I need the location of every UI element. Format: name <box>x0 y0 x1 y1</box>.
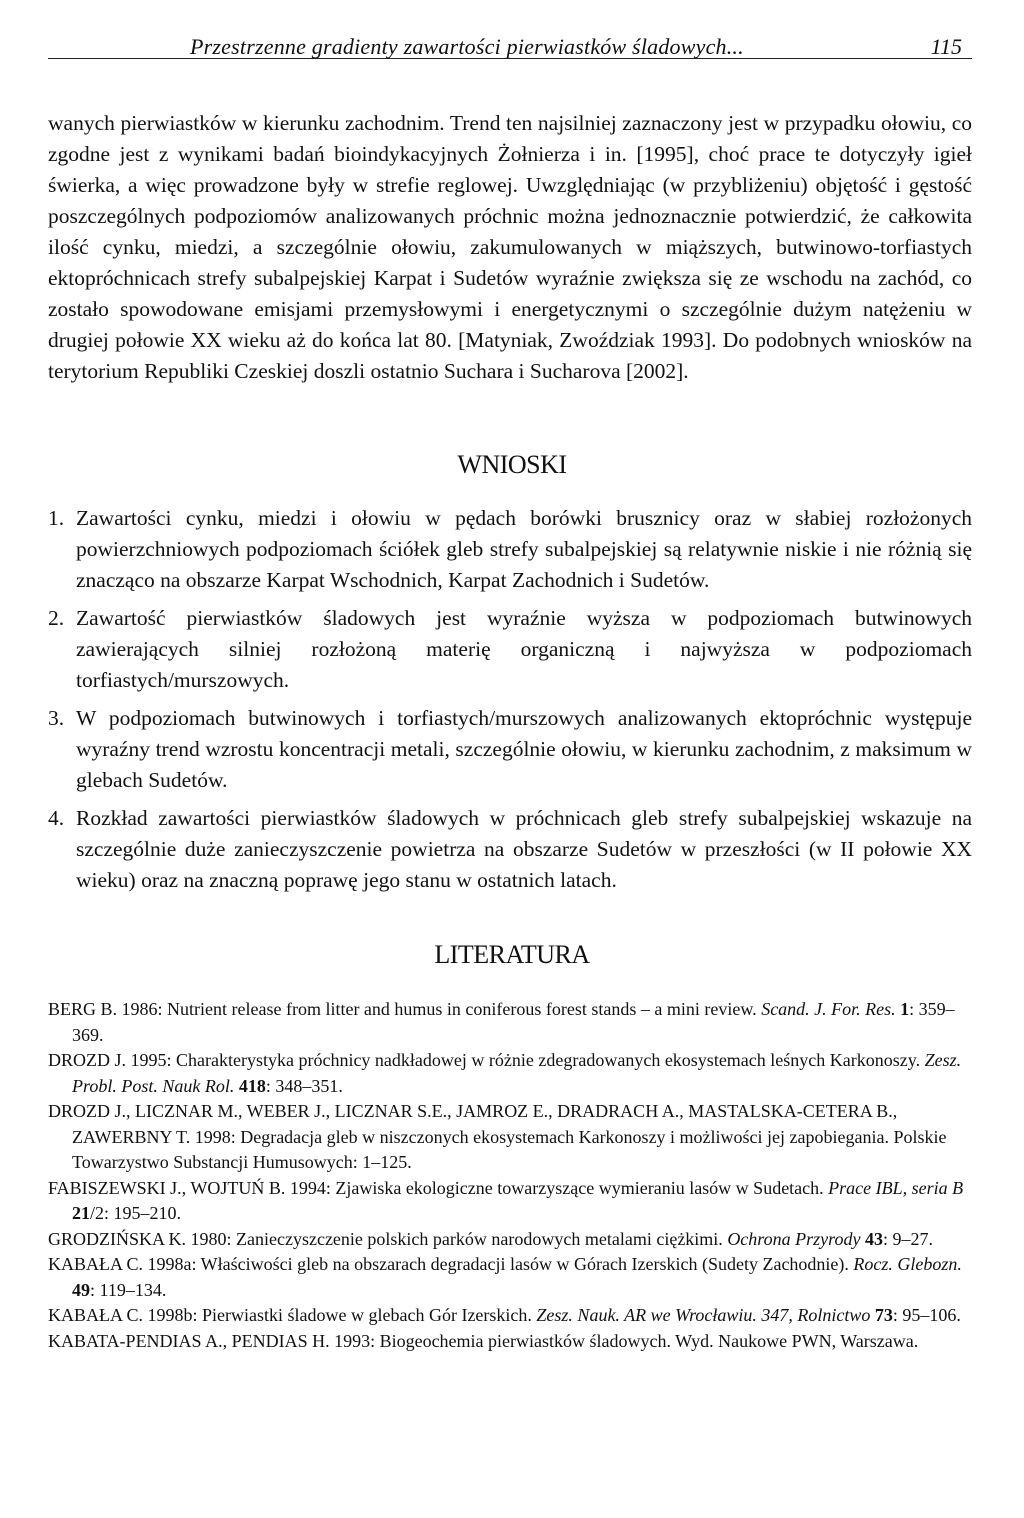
reference-entry <box>48 1048 972 1099</box>
running-header <box>48 18 972 59</box>
reference-main: KABAŁA C. 1998b: Pierwiastki śladowe w glebach Gór Izerskich. <box>48 1305 537 1325</box>
page-number: 115 <box>930 34 962 59</box>
reference-entry <box>48 1176 972 1227</box>
conclusion-number: 2. <box>48 606 65 630</box>
reference-entry <box>48 997 972 1048</box>
reference-list <box>48 997 972 1354</box>
reference-journal: Rocz. Glebozn. <box>853 1254 962 1274</box>
literature-heading: LITERATURA <box>434 940 590 969</box>
reference-pages: : 9–27. <box>882 1228 933 1249</box>
reference-volume: 43 <box>860 1228 883 1249</box>
reference-main: DROZD J., LICZNAR M., WEBER J., LICZNAR S.E., JAMROZ E., DRADRACH A., MASTALSKA-CETERA B., ZAWERBNY T. 1998: Degradacja gleb w niszczonych ekosystemach Karkonoszy i możliwości jej zapobiegania. Polskie Towarzystwo Substancji Humusowych: 1–125. <box>48 1101 947 1172</box>
reference-main: BERG B. 1986: Nutrient release from litter and humus in coniferous forest stands – a mini review. <box>48 999 762 1019</box>
conclusions-heading: WNIOSKI <box>457 450 567 479</box>
reference-entry <box>48 1252 972 1303</box>
conclusion-text: Zawartości cynku, miedzi i ołowiu w pędach borówki brusznicy oraz w słabiej rozłożonych powierzchniowych podpoziomach ściółek gleb strefy subalpejskiej są relatywnie niskie i nie różnią się znacząco na obszarze Karpat Wschodnich, Karpat Zachodnich i Sudetów. <box>76 506 972 592</box>
conclusion-item <box>48 603 972 696</box>
reference-pages: : 359–369. <box>72 999 955 1045</box>
reference-main: KABAŁA C. 1998a: Właściwości gleb na obszarach degradacji lasów w Górach Izerskich (Sudety Zachodnie). <box>48 1254 854 1274</box>
conclusion-text: W podpoziomach butwinowych i torfiastych/murszowych analizowanych ektopróchnic występuje wyraźny trend wzrostu koncentracji metali, szczególnie ołowiu, w kierunku zachodnim, z maksimum w glebach Sudetów. <box>76 706 972 792</box>
reference-journal: Zesz. Nauk. AR we Wrocławiu. 347, Rolnictwo <box>536 1305 871 1325</box>
reference-volume: 418 <box>234 1075 266 1096</box>
conclusion-text: Zawartość pierwiastków śladowych jest wyraźnie wyższa w podpoziomach butwinowych zawierających silniej rozłożoną materię organiczną i najwyższa w podpoziomach torfiastych/murszowych. <box>76 606 972 692</box>
body-paragraph: wanych pierwiastków w kierunku zachodnim. Trend ten najsilniej zaznaczony jest w przypadku ołowiu, co zgodne jest z wynikami badań bioindykacyjnych Żołnierza i in. [1995], choć prace te dotyczyły igieł świerka, a więc prowadzone były w strefie reglowej. Uwzględniając (w przybliżeniu) objętość i gęstość poszczególnych podpoziomów analizowanych próchnic można jednoznacznie potwierdzić, że całkowita ilość cynku, miedzi, a szczególnie ołowiu, zakumulowanych w miąższych, butwinowo-torfiastych ektopróchnicach strefy subalpejskiej Karpat i Sudetów wyraźnie zwiększa się ze wschodu na zachód, co zostało spowodowane emisjami przemysłowymi i energetycznymi o szczególnie dużym natężeniu w drugiej połowie XX wieku aż do końca lat 80. [Matyniak, Zwoździak 1993]. Do podobnych wniosków na terytorium Republiki Czeskiej doszli ostatnio Suchara i Sucharova [2002]. <box>48 111 972 383</box>
conclusion-number: 3. <box>48 706 65 730</box>
conclusions-list <box>48 503 972 903</box>
reference-journal: Zesz. Probl. Post. Nauk Rol. <box>72 1050 962 1096</box>
reference-volume: 21 <box>72 1203 90 1223</box>
reference-main: DROZD J. 1995: Charakterystyka próchnicy nadkładowej w różnie zdegradowanych ekosystemach leśnych Karkonoszy. <box>48 1050 925 1070</box>
reference-main: KABATA-PENDIAS A., PENDIAS H. 1993: Biogeochemia pierwiastków śladowych. Wyd. Naukowe PWN, Warszawa. <box>48 1330 919 1351</box>
reference-volume: 49 <box>72 1279 90 1300</box>
conclusion-item <box>48 803 972 896</box>
reference-pages: : 95–106. <box>892 1305 961 1325</box>
reference-volume: 1 <box>895 999 910 1019</box>
reference-main: GRODZIŃSKA K. 1980: Zanieczyszczenie polskich parków narodowych metalami ciężkimi. <box>48 1228 728 1249</box>
conclusion-number: 4. <box>48 806 65 830</box>
reference-journal: Scand. J. For. Res. <box>761 999 896 1019</box>
reference-journal: Ochrona Przyrody <box>727 1228 861 1249</box>
reference-pages: /2: 195–210. <box>90 1203 182 1223</box>
reference-entry <box>48 1227 972 1253</box>
reference-entry <box>48 1329 972 1355</box>
reference-pages: : 348–351. <box>265 1075 343 1096</box>
conclusion-number: 1. <box>48 506 65 530</box>
conclusion-item <box>48 503 972 596</box>
reference-entry <box>48 1303 972 1329</box>
reference-journal: Prace IBL, seria B <box>828 1177 964 1198</box>
reference-pages: : 119–134. <box>90 1279 167 1300</box>
conclusion-text: Rozkład zawartości pierwiastków śladowych w próchnicach gleb strefy subalpejskiej wskazuje na szczególnie duże zanieczyszczenie powietrza na obszarze Sudetów w przeszłości (w II połowie XX wieku) oraz na znaczną poprawę jego stanu w ostatnich latach. <box>76 806 972 892</box>
conclusion-item <box>48 703 972 796</box>
reference-volume: 73 <box>870 1305 893 1325</box>
reference-entry <box>48 1099 972 1176</box>
running-title: Przestrzenne gradienty zawartości pierwiastków śladowych... <box>190 34 744 59</box>
reference-main: FABISZEWSKI J., WOJTUŃ B. 1994: Zjawiska ekologiczne towarzyszące wymieraniu lasów w Sudetach. <box>48 1177 829 1198</box>
